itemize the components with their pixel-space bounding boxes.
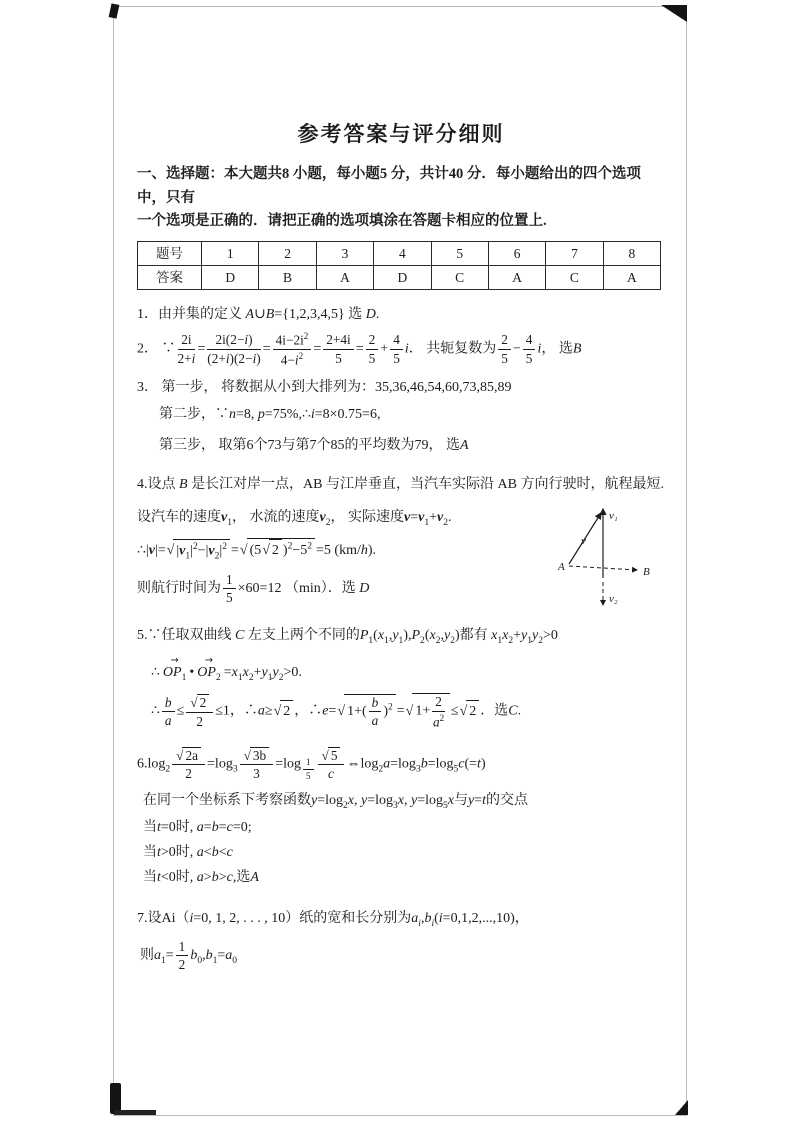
solution-7-line-1: 7.设Ai（i=0, 1, 2, . . . , 10）纸的宽和长分别为$a_i,b_i(i=0,1,2,...,10)$， <box>137 910 529 929</box>
question-row-label: 题号 <box>138 242 202 266</box>
answer-cell: A <box>488 266 545 290</box>
solution-4-block <box>137 474 665 605</box>
question-number-cell: 1 <box>202 242 259 266</box>
solution-3-step-2: 第二步，∵n=8, p=75%,∴i=8×0.75=6, <box>159 407 381 423</box>
scanned-page <box>113 6 687 1116</box>
solution-5-line-2: ∴ $OP_1$ → • $OP_2 \to =x_1x_2+y_1y_2>0$. <box>151 662 665 685</box>
answer-cell: C <box>431 266 488 290</box>
solution-6-line-3: 当t=0时, a=b=c=0; <box>143 819 252 835</box>
label-a: A <box>558 561 565 574</box>
answer-row-label: 答案 <box>138 266 202 290</box>
question-number-cell: 6 <box>488 242 545 266</box>
page-content <box>137 119 665 972</box>
page-title: 参考答案与评分细则 <box>297 122 505 146</box>
solution-2: 2． ∵ $\frac{2i}{2+i}$ = $\frac{2i(2-i)}{(2+i)(2-i)}$ = $\frac{4i-2i^2}{4-i^2}$ = $\frac{2+4i}{5}$ = $\frac{2}{5}$ + $\frac{4}{5}$ i． 共轭复数为 $\frac{2}{5}$ − $\frac{4}{5}$ i， 选B <box>137 331 582 368</box>
solution-6-line-1: $6.\log_2$ $\frac{√ 2a}{2}$ $=\log_3$ $\frac{√ 3b}{3}$ =log $_{\frac{1}{5}}$ $\frac{√ 5}{c}$ $\Leftrightarrow\log_2a=\log_3b=\log_5c(=t)$ <box>137 748 486 782</box>
scan-artifact-bottom-edge <box>114 1110 156 1115</box>
question-number-cell: 7 <box>546 242 603 266</box>
solution-5-line-3: ∴ $\frac{b}{a}$ ≤ $\frac{√ 2}{2}$ ≤1，∴a≥√ 2 ，∴e=√ 1+( $\frac{b}{a}$ )$^2$ =√ 1+ $\frac{2}{a^2}$ ≤√ 2 ．选C. <box>151 694 522 729</box>
solution-4-line-1: 4.设点 B 是长江对岸一点，AB 与江岸垂直，当汽车实际沿 AB 方向行驶时，航程最短. <box>137 477 664 493</box>
solution-6-line-2: 在同一个坐标系下考察函数$y=\log_2x$, $y=\log_3x$, $y=\log_5x$与y=t的交点 <box>143 792 529 811</box>
solution-4-line-3: ∴|v|=√ $|v_1|^2-|v_2|^2$ =√ (5√ 2 )$^2-5^2 =5$ (km/h). <box>137 538 665 563</box>
answer-cell: A <box>603 266 660 290</box>
answer-cell: D <box>202 266 259 290</box>
answer-cell: B <box>259 266 316 290</box>
answer-table <box>137 241 661 290</box>
question-number-cell: 2 <box>259 242 316 266</box>
answer-cell: A <box>316 266 373 290</box>
answer-cell: C <box>546 266 603 290</box>
solution-4-line-2: 设汽车的速度$v_1$， 水流的速度$v_2$， 实际速度$v=v_1+v_2$. <box>137 510 452 529</box>
solution-7-line-2: 则$a_1=$ $\frac{1}{2}$ $b_0,b_1=a_0$ <box>140 938 238 973</box>
instructions-line-2: 一个选项是正确的．请把正确的选项填涂在答题卡相应的位置上. <box>137 212 547 229</box>
label-b: B <box>643 566 650 579</box>
solution-1: 1．由并集的定义 A∪B={1,2,3,4,5} 选 D. <box>137 307 380 322</box>
question-number-row <box>138 242 661 266</box>
solution-3-step-1: 3． 第一步， 将数据从小到大排列为：35,36,46,54,60,73,85,89 <box>137 380 512 396</box>
question-number-cell: 4 <box>374 242 431 266</box>
label-v: v <box>581 535 586 548</box>
section-instructions <box>137 163 665 233</box>
question-number-cell: 3 <box>316 242 373 266</box>
label-v2: v₂ <box>609 593 618 606</box>
solution-6-line-5: 当t<0时, a>b>c,选A <box>143 869 259 885</box>
solution-4-line-4: 则航行时间为 $\frac{1}{5}$ ×60=12 （min）．选 D <box>137 571 370 605</box>
answer-cell: D <box>374 266 431 290</box>
solution-6-line-4: 当t>0时, a<b<c <box>143 844 233 860</box>
solution-5-line-1: 5.∵任取双曲线 C 左支上两个不同的$P_1(x_1,y_1),P_2(x_2,y_2)$都有 $x_1x_2+y_1y_2>0$ <box>137 628 558 646</box>
question-number-cell: 5 <box>431 242 488 266</box>
label-v1: v₁ <box>609 510 618 523</box>
question-number-cell: 8 <box>603 242 660 266</box>
instructions-line-1: 一、选择题：本大题共8 小题，每小题5 分，共计40 分．每小题给出的四个选项中，只有 <box>137 166 641 206</box>
answer-row <box>138 266 661 290</box>
solution-3-step-3: 第三步， 取第6个73与第7个85的平均数为79， 选A <box>159 438 469 454</box>
vector-diagram <box>557 500 661 612</box>
